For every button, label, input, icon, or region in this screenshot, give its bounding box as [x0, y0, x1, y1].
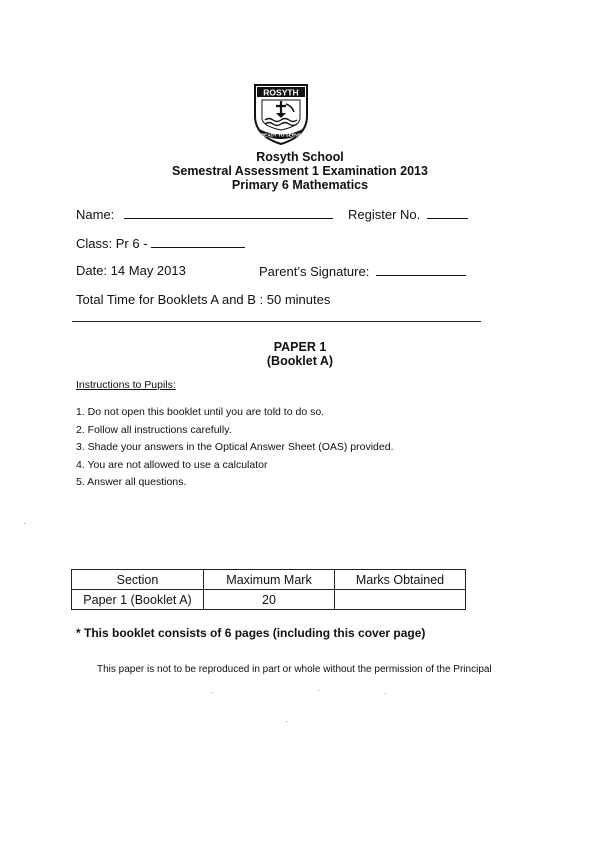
cell-marks-obtained[interactable] [335, 590, 466, 610]
header-section: Section [72, 570, 204, 590]
scan-speck [286, 721, 287, 722]
signature-label: Parent’s Signature: [259, 264, 370, 279]
subject-title: Primary 6 Mathematics [231, 178, 369, 192]
scan-speck [24, 523, 25, 524]
marks-table [71, 569, 466, 610]
class-label: Class: Pr 6 - [76, 236, 148, 251]
cell-maximum-mark: 20 [204, 590, 335, 610]
register-blank[interactable] [427, 206, 468, 219]
paper-title: PAPER 1 [273, 340, 327, 354]
instruction-item: 2. Follow all instructions carefully. [76, 423, 232, 436]
name-blank[interactable] [124, 206, 333, 219]
booklet-label: (Booklet A) [266, 354, 334, 368]
instructions-heading: Instructions to Pupils: [76, 379, 176, 391]
page-count-note: * This booklet consists of 6 pages (including this cover page) [76, 626, 426, 640]
svg-text:READY TO SERVE: READY TO SERVE [260, 132, 302, 138]
table-row [72, 590, 466, 610]
register-field [348, 206, 468, 222]
school-crest-logo [252, 82, 310, 146]
signature-blank[interactable] [376, 263, 466, 276]
school-name: Rosyth School [256, 150, 344, 164]
name-label: Name: [76, 207, 115, 222]
svg-text:ROSYTH: ROSYTH [263, 87, 299, 98]
scan-speck [212, 692, 213, 693]
total-time: Total Time for Booklets A and B : 50 minutes [76, 292, 331, 307]
header-marks-obtained: Marks Obtained [335, 570, 466, 590]
exam-title: Semestral Assessment 1 Examination 2013 [172, 164, 428, 178]
copyright-footer: This paper is not to be reproduced in part or whole without the permission of the Principal [97, 664, 492, 675]
class-blank[interactable] [151, 235, 245, 248]
scan-speck [385, 693, 386, 694]
class-field [76, 235, 245, 251]
divider [72, 321, 481, 322]
signature-field [259, 263, 466, 279]
instruction-item: 5. Answer all questions. [76, 476, 187, 489]
instruction-item: 1. Do not open this booklet until you are told to do so. [76, 406, 325, 418]
exam-date: Date: 14 May 2013 [76, 263, 186, 278]
scan-speck [318, 690, 319, 691]
table-header-row [72, 570, 466, 590]
register-label: Register No. [348, 207, 421, 222]
instructions-list [76, 404, 394, 492]
header-maximum-mark: Maximum Mark [204, 570, 335, 590]
cell-section: Paper 1 (Booklet A) [72, 590, 204, 610]
instruction-item: 4. You are not allowed to use a calculator [76, 458, 268, 471]
instruction-item: 3. Shade your answers in the Optical Answer Sheet (OAS) provided. [76, 441, 394, 454]
name-field [76, 206, 333, 222]
